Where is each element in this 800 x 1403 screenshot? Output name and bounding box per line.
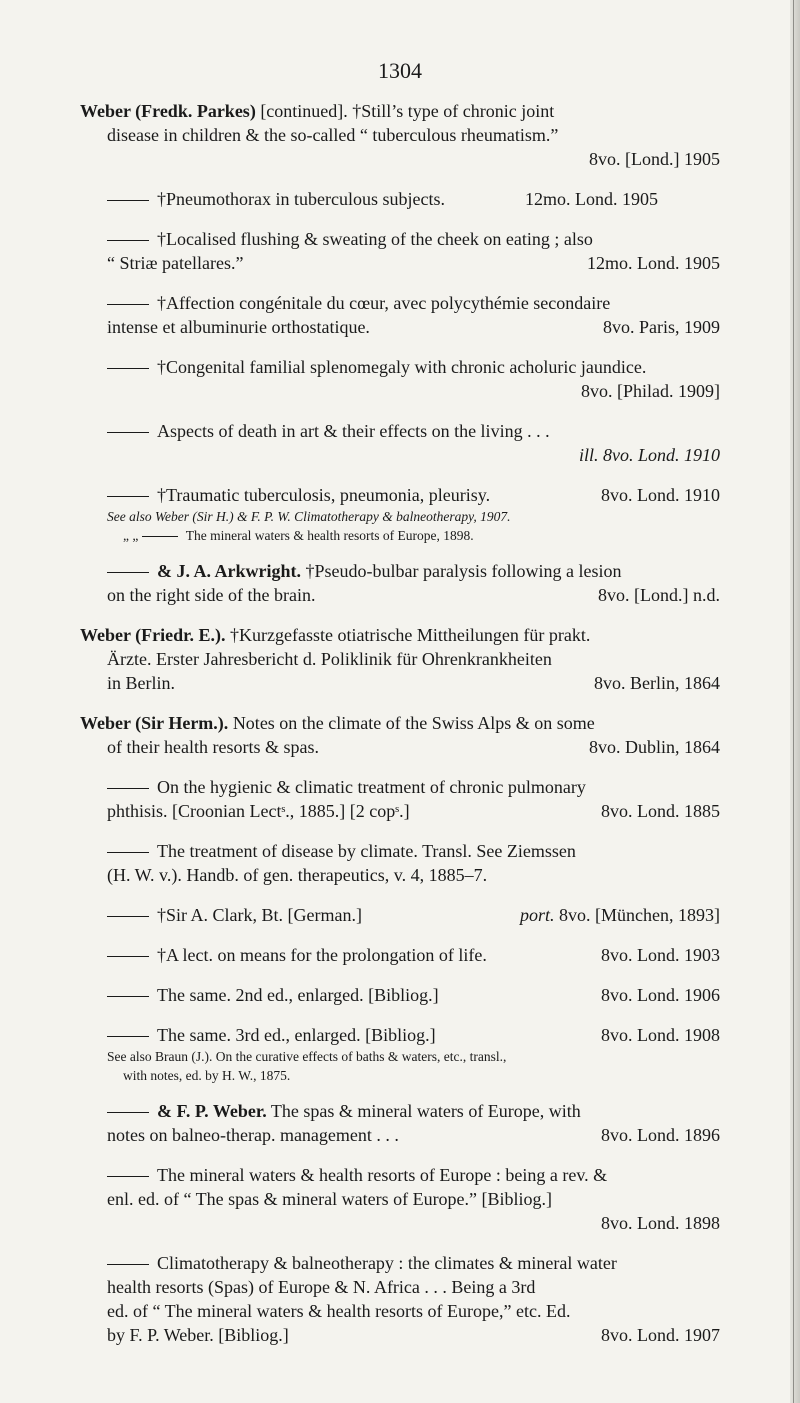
entry bbox=[80, 1163, 720, 1235]
entry bbox=[80, 711, 720, 759]
imprint: 8vo. Lond. 1896 bbox=[601, 1125, 720, 1145]
entry-text: †Affection congénitale du cœur, avec polycythémie secondaire bbox=[157, 293, 611, 313]
entry bbox=[80, 623, 720, 695]
entry bbox=[80, 983, 720, 1007]
entry-text: “ Striæ patellares.” bbox=[107, 253, 244, 273]
imprint: 12mo. Lond. 1905 bbox=[587, 253, 720, 273]
entry-text: phthisis. [Croonian Lectˢ., 1885.] [2 copˢ.] bbox=[107, 801, 410, 821]
ditto-dash bbox=[107, 200, 149, 201]
entry bbox=[80, 187, 720, 211]
entry-text: disease in children & the so-called “ tuberculous rheumatism.” bbox=[107, 125, 559, 145]
entry bbox=[80, 291, 720, 339]
imprint: 8vo. [Philad. 1909] bbox=[581, 381, 720, 401]
ditto-dash bbox=[107, 788, 149, 789]
entry-text: by F. P. Weber. [Bibliog.] bbox=[107, 1325, 289, 1345]
see-also-note: with notes, ed. by H. W., 1875. bbox=[123, 1068, 291, 1083]
imprint: 8vo. Paris, 1909 bbox=[603, 317, 720, 337]
author-heading: Weber (Fredk. Parkes) bbox=[80, 101, 256, 121]
imprint: 8vo. Lond. 1908 bbox=[601, 1025, 720, 1045]
entry-text: notes on balneo-therap. management . . . bbox=[107, 1125, 399, 1145]
page-number: 1304 bbox=[378, 58, 422, 83]
imprint: 8vo. [Lond.] n.d. bbox=[598, 585, 720, 605]
imprint: 8vo. [München, 1893] bbox=[559, 905, 720, 925]
entry-text: The same. 3rd ed., enlarged. [Bibliog.] bbox=[157, 1025, 436, 1045]
entry bbox=[80, 839, 720, 887]
entry bbox=[80, 355, 720, 403]
entry bbox=[80, 419, 720, 467]
entry-text: in Berlin. bbox=[107, 673, 175, 693]
entry-text: The mineral waters & health resorts of Europe : being a rev. & bbox=[157, 1165, 608, 1185]
ditto-dash bbox=[107, 496, 149, 497]
ditto-marks: „ „ bbox=[123, 528, 139, 543]
imprint: 12mo. Lond. 1905 bbox=[524, 189, 658, 209]
entry-text: †Traumatic tuberculosis, pneumonia, pleurisy. bbox=[157, 485, 491, 505]
entry-text: †Pseudo-bulbar paralysis following a lesion bbox=[305, 561, 622, 581]
imprint: 8vo. Lond. 1903 bbox=[601, 945, 720, 965]
see-also-note: The mineral waters & health resorts of Europe, 1898. bbox=[185, 528, 474, 543]
entry-text: †Pneumothorax in tuberculous subjects. bbox=[157, 189, 445, 209]
entry bbox=[80, 1251, 720, 1347]
ditto-dash bbox=[107, 1176, 149, 1177]
entry-text: †Sir A. Clark, Bt. [German.] bbox=[157, 905, 362, 925]
imprint: 8vo. Lond. 1910 bbox=[601, 485, 720, 505]
entry-text: (H. W. v.). Handb. of gen. therapeutics, v. 4, 1885–7. bbox=[107, 865, 488, 885]
entry-text: ed. of “ The mineral waters & health resorts of Europe,” etc. Ed. bbox=[107, 1301, 571, 1321]
page-edge bbox=[790, 0, 800, 1403]
entry-text: The treatment of disease by climate. Transl. See Ziemssen bbox=[157, 841, 576, 861]
entry bbox=[80, 943, 720, 967]
ditto-dash bbox=[107, 572, 149, 573]
entry-text: †A lect. on means for the prolongation of life. bbox=[157, 945, 487, 965]
ditto-dash bbox=[107, 1264, 149, 1265]
ditto-dash bbox=[142, 536, 178, 537]
entry-text: †Kurzgefasste otiatrische Mittheilungen für prakt. bbox=[229, 625, 591, 645]
imprint: 8vo. [Lond.] 1905 bbox=[589, 149, 720, 169]
entry-text: †Localised flushing & sweating of the cheek on eating ; also bbox=[157, 229, 593, 249]
entry-text: The same. 2nd ed., enlarged. [Bibliog.] bbox=[157, 985, 439, 1005]
ditto-dash bbox=[107, 1112, 149, 1113]
entry bbox=[80, 903, 720, 927]
see-also-note: See also Braun (J.). On the curative effects of baths & waters, etc., transl., bbox=[107, 1049, 507, 1064]
imprint: 8vo. Lond. 1898 bbox=[601, 1213, 720, 1233]
entry-text: on the right side of the brain. bbox=[107, 585, 316, 605]
imprint: 8vo. Lond. 1906 bbox=[601, 985, 720, 1005]
entry-text: enl. ed. of “ The spas & mineral waters of Europe.” [Bibliog.] bbox=[107, 1189, 553, 1209]
entry-text: †Congenital familial splenomegaly with chronic acholuric jaundice. bbox=[157, 357, 647, 377]
author-heading: Weber (Friedr. E.). bbox=[80, 625, 226, 645]
entry-text: Aspects of death in art & their effects on the living . . . bbox=[157, 421, 550, 441]
imprint: 8vo. Berlin, 1864 bbox=[594, 673, 720, 693]
see-also-note: See also Weber (Sir H.) & F. P. W. Climatotherapy & balneotherapy, 1907. bbox=[107, 509, 511, 524]
entry-text: The spas & mineral waters of Europe, with bbox=[270, 1101, 581, 1121]
ditto-dash bbox=[107, 956, 149, 957]
co-author-heading: & J. A. Arkwright. bbox=[157, 561, 301, 581]
ditto-dash bbox=[107, 304, 149, 305]
imprint: ill. 8vo. Lond. 1910 bbox=[578, 445, 720, 465]
page-edge-line bbox=[793, 0, 794, 1403]
entry bbox=[80, 99, 720, 171]
entry bbox=[80, 559, 720, 607]
entry bbox=[80, 227, 720, 275]
imprint: 8vo. Dublin, 1864 bbox=[588, 737, 720, 757]
entry-text: of their health resorts & spas. bbox=[107, 737, 319, 757]
imprint: 8vo. Lond. 1885 bbox=[601, 801, 720, 821]
entry-text: Ärzte. Erster Jahresbericht d. Poliklinik für Ohrenkrankheiten bbox=[107, 649, 552, 669]
catalogue-page bbox=[80, 0, 720, 1363]
ditto-dash bbox=[107, 368, 149, 369]
format-note: port. bbox=[520, 905, 555, 925]
entry bbox=[80, 775, 720, 823]
entry bbox=[80, 1023, 720, 1085]
ditto-dash bbox=[107, 240, 149, 241]
ditto-dash bbox=[107, 1036, 149, 1037]
author-heading: Weber (Sir Herm.). bbox=[80, 713, 229, 733]
entry-text: [continued]. †Still’s type of chronic joint bbox=[260, 101, 555, 121]
entry-text: Climatotherapy & balneotherapy : the climates & mineral water bbox=[157, 1253, 617, 1273]
entry bbox=[80, 483, 720, 545]
entry bbox=[80, 1099, 720, 1147]
ditto-dash bbox=[107, 916, 149, 917]
entry-text: On the hygienic & climatic treatment of chronic pulmonary bbox=[157, 777, 586, 797]
entry-text: intense et albuminurie orthostatique. bbox=[107, 317, 370, 337]
entry-text: Notes on the climate of the Swiss Alps & on some bbox=[232, 713, 595, 733]
co-author-heading: & F. P. Weber. bbox=[157, 1101, 267, 1121]
imprint: 8vo. Lond. 1907 bbox=[601, 1325, 720, 1345]
ditto-dash bbox=[107, 996, 149, 997]
entry-text: health resorts (Spas) of Europe & N. Africa . . . Being a 3rd bbox=[107, 1277, 536, 1297]
ditto-dash bbox=[107, 432, 149, 433]
ditto-dash bbox=[107, 852, 149, 853]
